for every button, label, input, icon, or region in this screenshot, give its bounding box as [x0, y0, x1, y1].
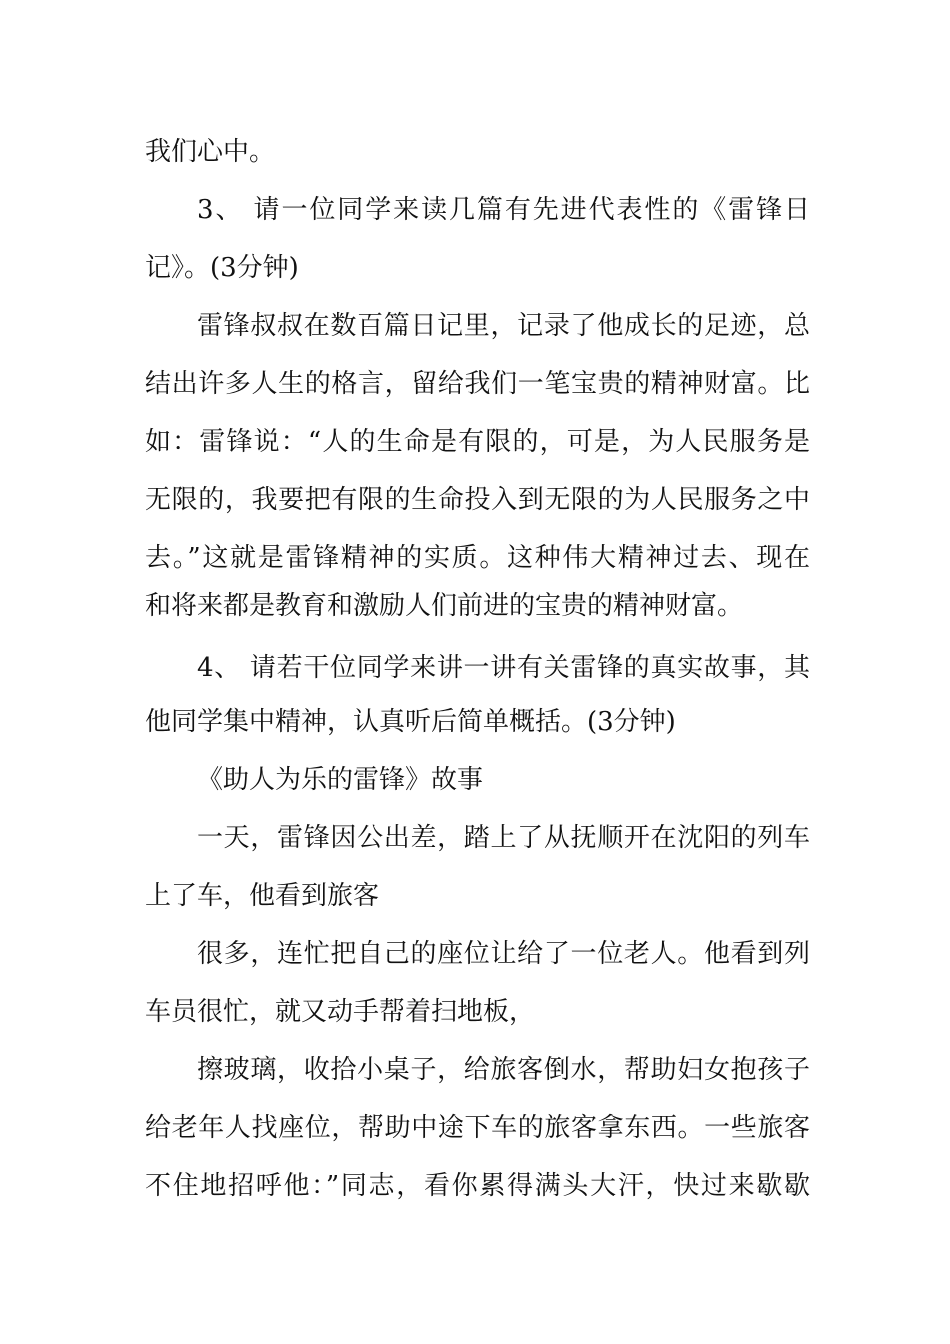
text-line: 去。”这就是雷锋精神的实质。这种伟大精神过去、现在 [145, 543, 810, 573]
text-line: 给老年人找座位，帮助中途下车的旅客拿东西。一些旅客 [145, 1113, 810, 1143]
text-line: 上了车，他看到旅客 [145, 881, 380, 911]
text-line: 《助人为乐的雷锋》故事 [197, 765, 484, 795]
text-line: 3、 请一位同学来读几篇有先进代表性的《雷锋日 [197, 195, 810, 225]
text-line: 他同学集中精神，认真听后简单概括。(3分钟) [145, 707, 676, 737]
text-line: 车员很忙，就又动手帮着扫地板， [145, 997, 536, 1027]
text-line: 无限的，我要把有限的生命投入到无限的为人民服务之中 [145, 485, 810, 515]
text-line: 擦玻璃，收拾小桌子，给旅客倒水，帮助妇女抱孩子 [197, 1055, 810, 1085]
text-line: 很多，连忙把自己的座位让给了一位老人。他看到列 [197, 939, 810, 969]
text-line: 结出许多人生的格言，留给我们一笔宝贵的精神财富。比 [145, 369, 810, 399]
text-line: 雷锋叔叔在数百篇日记里，记录了他成长的足迹，总 [197, 311, 810, 341]
text-line: 和将来都是教育和激励人们前进的宝贵的精神财富。 [145, 591, 744, 621]
text-line: 一天，雷锋因公出差，踏上了从抚顺开在沈阳的列车 [197, 823, 810, 853]
text-line: 记》。(3分钟) [145, 253, 299, 283]
text-line: 4、 请若干位同学来讲一讲有关雷锋的真实故事，其 [197, 653, 810, 683]
text-line: 如：雷锋说：“人的生命是有限的，可是，为人民服务是 [145, 427, 810, 457]
text-line: 不住地招呼他：”同志，看你累得满头大汗，快过来歇歇 [145, 1171, 810, 1201]
text-line: 我们心中。 [145, 137, 276, 167]
